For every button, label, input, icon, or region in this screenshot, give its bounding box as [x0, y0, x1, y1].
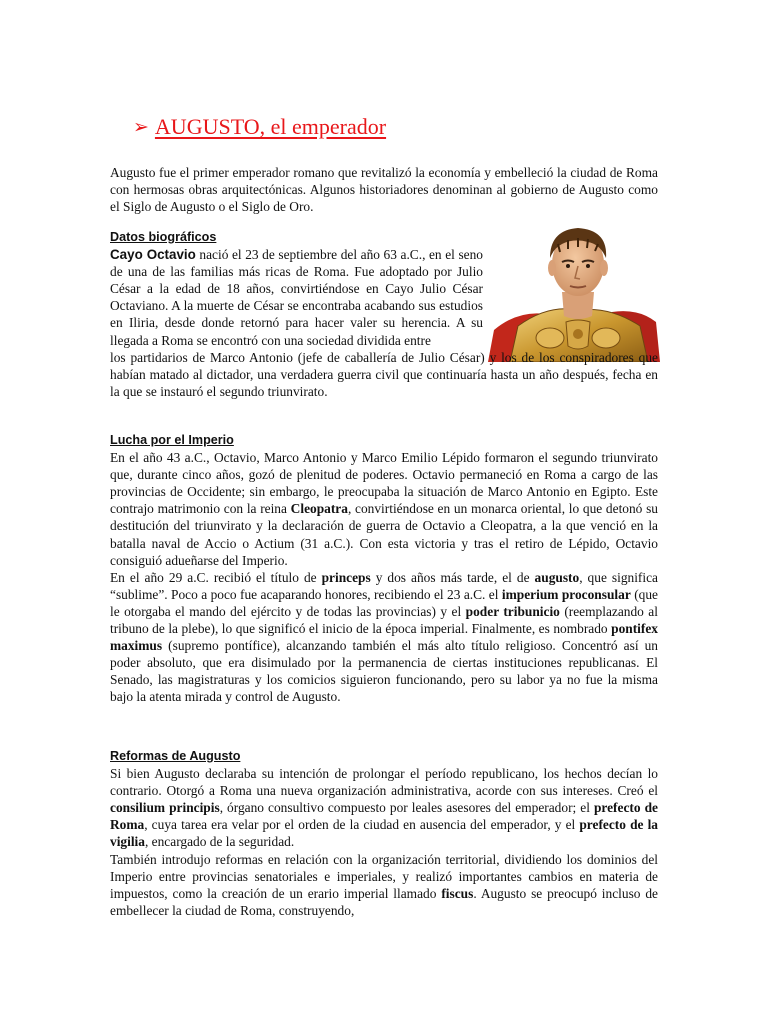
reformas-text-1b: , órgano consultivo compuesto por leales asesores del emperador; el [219, 800, 594, 816]
datos-paragraph-2: los partidarios de Marco Antonio (jefe de caballería de Julio César) y los de los conspiradores que habían matado al dictador, una verdadera guerra civil que continuaría hasta un año después, fecha en la que se instauró el segundo triunvirato. [110, 349, 658, 399]
lucha-heading: Lucha por el Imperio [110, 433, 234, 447]
reformas-paragraph-2 [110, 851, 658, 919]
lucha-paragraph-1 [110, 449, 658, 569]
intro-text: Augusto fue el primer emperador romano que revitalizó la economía y embelleció la ciudad de Roma con hermosas obras arquitectónicas. Algunos historiadores denominan al gobierno de Augusto como el Siglo de Augusto o el Siglo de Oro. [110, 165, 658, 215]
consilium-term: consilium principis [110, 800, 220, 816]
reformas-text-1a: Si bien Augusto declaraba su intención de prolongar el período republicano, los hechos decían lo contrario. Otorgó a Roma una nueva organización administrativa, acorde con sus intereses. Creó el [110, 766, 658, 799]
lucha-paragraph-2 [110, 569, 658, 706]
reformas-text-1c: , cuya tarea era velar por el orden de la ciudad en ausencia del emperador, y el [144, 817, 580, 833]
lucha-text-2e: (reemplazando al tribuno de la plebe), lo que significó el inicio de la época imperial. Finalmente, es nombrado [110, 603, 658, 637]
poder-term: poder tribunicio [465, 603, 560, 619]
reformas-text-2a: También introdujo reformas en relación con la organización territorial, dividiendo los dominios del Imperio entre provincias senatoriales e imperiales, y realizó importantes cambios en materia de impuestos, como la creación de un erario imperial llamado [110, 851, 658, 901]
lucha-text-2b: y dos años más tarde, el de [370, 569, 535, 585]
datos-lead-name: Cayo Octavio [110, 247, 196, 263]
lucha-text-1a: En el año 43 a.C., Octavio, Marco Antonio y Marco Emilio Lépido formaron el segundo triunvirato que, durante cinco años, gozó de plenitud de poderes. Octavio permaneció en Roma a cargo de las provincias de Occidente; sin embargo, le preocupaba la situación de Marco Antonio en Egipto. Este contrajo matrimonio con la reina [110, 450, 658, 517]
intro-paragraph [110, 164, 658, 215]
datos-text-1: nació el 23 de septiembre del año 63 a.C., en el seno de una de las familias más ricas de Roma. Fue adoptado por Julio César a la edad de 18 años, convirtiéndose en Cayo Julio César Octaviano. A la muerte de César se encontraba acabando sus estudios en Iliria, desde donde retornó para hacer valer su herencia. A su llegada a Roma se encontró con una sociedad dividida entre [110, 247, 483, 348]
reformas-heading: Reformas de Augusto [110, 749, 241, 763]
augusto-term: augusto [534, 569, 580, 585]
reformas-paragraph-1 [110, 765, 658, 850]
datos-section [110, 229, 658, 400]
page-title [133, 114, 386, 140]
lucha-text-1b: , convirtiéndose en un monarca oriental, lo que detonó su destitución del triunvirato y la declaración de guerra de Octavio a Cleopatra, a la que venció en la batalla naval de Accio o Actium (31 a.C.). Con esta victoria y tras el retiro de Lépido, Octavio consiguió adueñarse del Imperio. [110, 501, 658, 568]
datos-heading: Datos biográficos [110, 230, 217, 244]
reformas-section [110, 748, 658, 919]
reformas-text-1d: , encargado de la seguridad. [144, 834, 295, 850]
reformas-text-2b: . Augusto se preocupó incluso de embellecer la ciudad de Roma, construyendo, [110, 885, 659, 918]
lucha-section [110, 432, 658, 706]
arrow-bullet-icon: ➢ [133, 116, 149, 138]
pontifex-term: pontifex maximus [110, 621, 658, 654]
datos-paragraph-1 [110, 246, 483, 349]
fiscus-term: fiscus [441, 885, 474, 901]
title-text: AUGUSTO, el emperador [154, 114, 387, 139]
imperium-term: imperium proconsular [501, 586, 631, 602]
lucha-text-2c: , que significa “sublime”. Poco a poco fue acaparando honores, recibiendo el 23 a.C. el [110, 569, 658, 602]
lucha-text-2f: (supremo pontífice), alcanzando también el más alto título religioso. Concentró así un poder absoluto, que era disimulado por la permanencia de ciertas instituciones republicanas. El Senado, las magistraturas y los comicios siguieron funcionando, pero su labor ya no fue la misma bajo la atenta mirada y control de Augusto. [110, 638, 658, 705]
cleopatra-term: Cleopatra [290, 501, 348, 517]
lucha-text-2a: En el año 29 a.C. recibió el título de [110, 569, 322, 585]
prefecto-vigilia-term: prefecto de la vigilia [110, 817, 658, 850]
prefecto-roma-term: prefecto de Roma [110, 800, 658, 833]
lucha-text-2d: (que le otorgaba el mando del ejército y de todas las provincias) y el [110, 586, 658, 619]
princeps-term: princeps [321, 569, 371, 585]
